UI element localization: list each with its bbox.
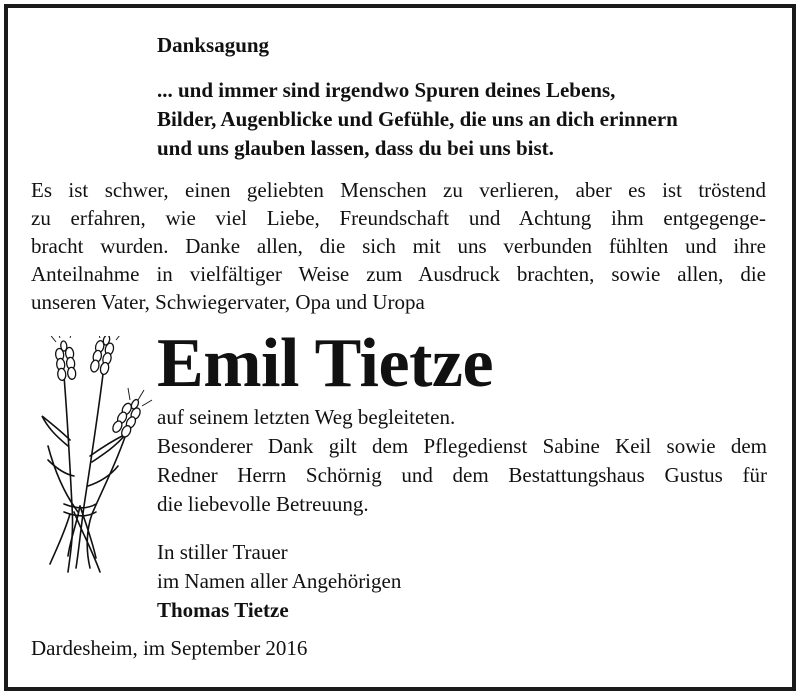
thanks-line: Redner Herrn Schörnig und dem Bestattungshaus Gustus für	[157, 463, 767, 487]
thanks-line: Besonderer Dank gilt dem Pflegedienst Sabine Keil sowie dem	[157, 434, 767, 458]
intro-line: zu erfahren, wie viel Liebe, Freundschaft und Achtung ihm entgegenge-	[31, 206, 766, 230]
motto-line: und uns glauben lassen, dass du bei uns bist.	[157, 136, 554, 160]
signer-name: Thomas Tietze	[157, 598, 289, 622]
deceased-name: Emil Tietze	[157, 325, 494, 402]
intro-line: Anteilnahme in vielfältiger Weise zum Ausdruck brachten, sowie allen, die	[31, 262, 766, 286]
intro-line: Es ist schwer, einen geliebten Menschen zu verlieren, aber es ist tröstend	[31, 178, 766, 202]
signature-line: In stiller Trauer	[157, 540, 288, 564]
place-date: Dardesheim, im September 2016	[31, 636, 308, 660]
wheat-bundle-icon	[34, 336, 154, 576]
motto-line: Bilder, Augenblicke und Gefühle, die uns an dich erinnern	[157, 107, 678, 131]
thanks-line: auf seinem letzten Weg begleiteten.	[157, 405, 456, 429]
thanks-line: die liebevolle Betreuung.	[157, 492, 369, 516]
signature-block	[157, 538, 401, 625]
intro-paragraph	[31, 176, 766, 316]
intro-line: unseren Vater, Schwiegervater, Opa und Uropa	[31, 290, 425, 314]
signature-line: im Namen aller Angehörigen	[157, 569, 402, 593]
thanks-paragraph	[157, 403, 767, 519]
intro-line: bracht wurden. Danke allen, die sich mit uns verbunden fühlten und ihre	[31, 234, 766, 258]
motto-line: ... und immer sind irgendwo Spuren deines Lebens,	[157, 78, 616, 102]
notice-title: Danksagung	[157, 33, 270, 57]
motto-quote	[157, 76, 767, 163]
